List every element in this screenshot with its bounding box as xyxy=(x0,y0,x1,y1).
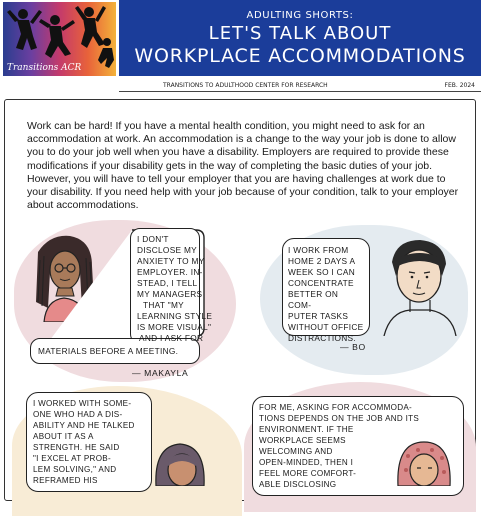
quote-line: THAT "MY xyxy=(143,300,184,310)
quote-line: ABLE DISCLOSING xyxy=(259,480,337,489)
woman-with-headscarf-illustration xyxy=(392,436,456,486)
quote-line: I WORK FROM xyxy=(288,245,349,255)
header xyxy=(0,0,481,78)
quote-line: DISCLOSE MY xyxy=(137,245,198,255)
page-title-line2: WORKPLACE ACCOMMODATIONS xyxy=(134,45,466,67)
quote-line: HOME 2 DAYS A xyxy=(288,256,356,266)
quote-line: PUTER TASKS xyxy=(288,311,349,321)
quote-line: REFRAMED HIS xyxy=(33,476,98,485)
logo xyxy=(3,2,116,76)
quote-line: WELCOMING AND xyxy=(259,447,333,456)
intro-paragraph: Work can be hard! If you have a mental health condition, you might need to ask for an accommodation at work. An accommodation is a change to the way your job is done to allow you to do your job well when you have a disability. Employers are required to provide these modifications if your disability gets in the way of completing the basic duties of your job. However, you will have to tell your employer that you are having challenges at work due to your disability. If you need help with your job because of your condition, talk to your employer about accommodations. xyxy=(27,120,459,212)
makayla-quote xyxy=(137,234,213,344)
quote-line: CONCENTRATE xyxy=(288,278,354,288)
quote-line: FEEL MORE COMFORT- xyxy=(259,469,357,478)
quote-line: MY MANAGERS xyxy=(137,289,203,299)
quote-line: ABOUT IT AS A xyxy=(33,432,94,441)
quote-line: BETTER ON COM- xyxy=(288,289,339,310)
quote-line: OPEN-MINDED, THEN I xyxy=(259,458,354,467)
quote-line: LEARNING STYLE xyxy=(137,311,213,321)
makayla-quote-last-line: MATERIALS BEFORE A MEETING. xyxy=(38,346,179,356)
quote-line: WORKPLACE SEEMS xyxy=(259,436,346,445)
bo-speech-bubble xyxy=(282,238,370,343)
quote-line: FOR ME, ASKING FOR ACCOMMODA- xyxy=(259,403,413,412)
publish-date: FEB. 2024 xyxy=(444,82,475,89)
quote-line: TIONS DEPENDS ON THE JOB AND ITS xyxy=(259,414,420,423)
logo-text: Transitions ACR xyxy=(7,63,82,73)
divider xyxy=(119,91,481,92)
quote-line: AND I ASK FOR xyxy=(139,333,204,343)
quote-line: STRENGTH. HE SAID xyxy=(33,443,120,452)
quote-line: "I EXCEL AT PROB- xyxy=(33,454,111,463)
quote-line: LEM SOLVING," AND xyxy=(33,465,117,474)
story-3-speech-bubble xyxy=(26,392,152,492)
makayla-attribution: — MAKAYLA xyxy=(132,368,189,378)
series-label: ADULTING SHORTS: xyxy=(246,10,354,21)
bo-attribution: — BO xyxy=(340,342,366,352)
quote-line: ENVIRONMENT. IF THE xyxy=(259,425,354,434)
organization-name: TRANSITIONS TO ADULTHOOD CENTER FOR RESEARCH xyxy=(163,82,328,89)
title-banner xyxy=(119,0,481,76)
publisher-bar xyxy=(119,79,481,91)
man-illustration xyxy=(380,236,460,336)
quote-line: I DON'T xyxy=(137,234,169,244)
quote-line: ABILITY AND HE TALKED xyxy=(33,421,135,430)
quote-line: I WORKED WITH SOME- xyxy=(33,399,132,408)
page-title-line1: LET'S TALK ABOUT xyxy=(208,23,392,44)
quote-line: WEEK SO I CAN xyxy=(288,267,356,277)
person-illustration xyxy=(150,436,210,486)
quote-line: EMPLOYER. IN- xyxy=(137,267,203,277)
quote-line: DISTRACTIONS. xyxy=(288,333,356,343)
quote-line: ONE WHO HAD A DIS- xyxy=(33,410,123,419)
quote-line: IS MORE VISUAL" xyxy=(137,322,212,332)
quote-line: ANXIETY TO MY xyxy=(137,256,205,266)
quote-line: WITHOUT OFFICE xyxy=(288,322,364,332)
quote-line: STEAD, I TELL xyxy=(137,278,198,288)
